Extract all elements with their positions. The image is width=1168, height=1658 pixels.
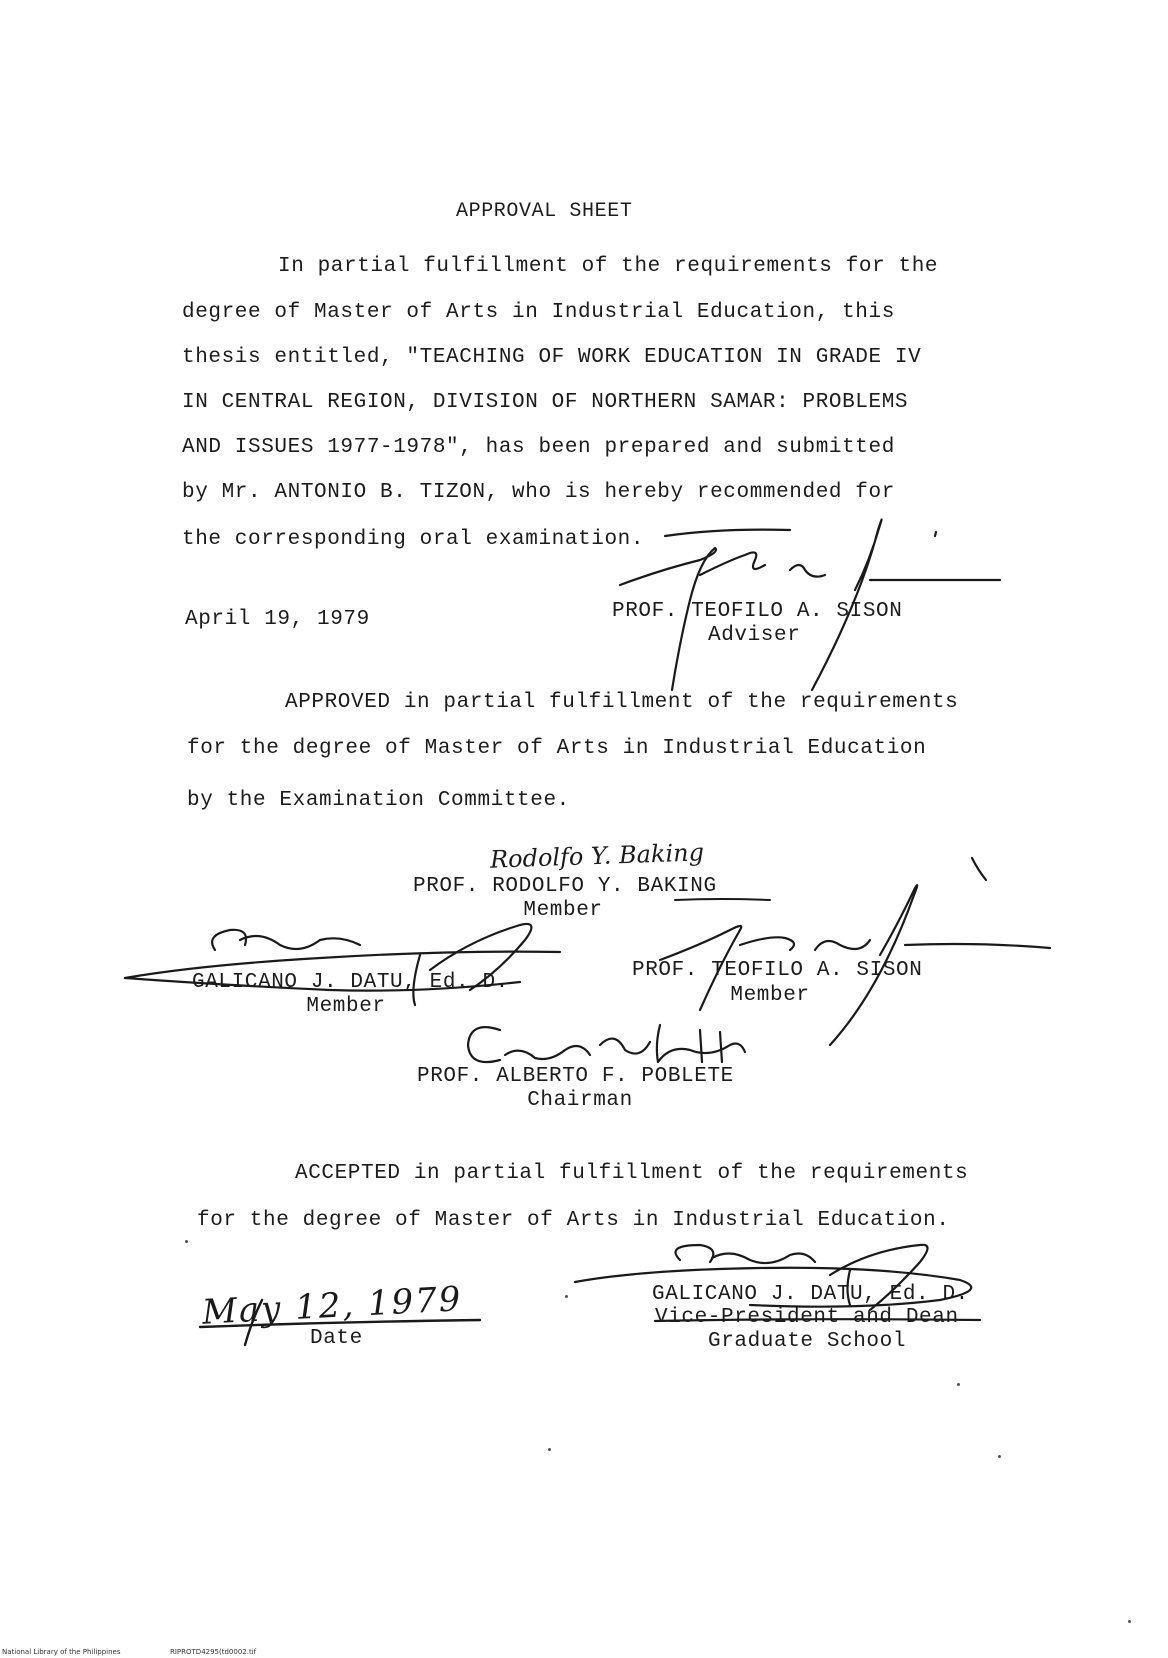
paragraph-line: APPROVED in partial fulfillment of the requirements [285, 691, 959, 714]
footer-library: National Library of the Philippines [2, 1648, 121, 1656]
baking-signature-line [675, 899, 770, 900]
member-name: GALICANO J. DATU, Ed. D. [192, 971, 509, 994]
scan-speck [1128, 1620, 1131, 1623]
paragraph-line: degree of Master of Arts in Industrial Education, this [182, 301, 895, 324]
recommendation-date: April 19, 1979 [185, 608, 370, 631]
paragraph-line: AND ISSUES 1977-1978", has been prepared and submitted [182, 436, 895, 459]
paragraph-line: for the degree of Master of Arts in Industrial Education. [197, 1209, 950, 1232]
member-role: Member [730, 984, 810, 1007]
scan-speck [565, 1295, 568, 1298]
chairman-role: Chairman [527, 1089, 633, 1112]
page-heading: APPROVAL SHEET [456, 200, 633, 223]
dean-name: GALICANO J. DATU, Ed. D. [652, 1283, 969, 1306]
paragraph-line: ACCEPTED in partial fulfillment of the requirements [295, 1162, 969, 1185]
paragraph-line: In partial fulfillment of the requirements for the [278, 255, 939, 278]
adviser-role: Adviser [708, 624, 801, 647]
paragraph-line: by the Examination Committee. [187, 789, 570, 812]
date-label: Date [310, 1327, 363, 1350]
scan-speck [548, 1448, 551, 1451]
dean-role-line1: Vice-President and Dean [655, 1306, 959, 1329]
poblete-chairman-signature [468, 1025, 745, 1062]
paragraph-line: thesis entitled, "TEACHING OF WORK EDUCATION IN GRADE IV [182, 346, 922, 369]
member-role: Member [523, 899, 603, 922]
paragraph-line: the corresponding oral examination. [182, 528, 645, 551]
scan-speck [998, 1455, 1001, 1458]
member-role: Member [306, 995, 386, 1018]
chairman-name: PROF. ALBERTO F. POBLETE [417, 1065, 734, 1088]
handwritten-date: May 12, 1979 [201, 1279, 464, 1333]
baking-handwritten-signature: Rodolfo Y. Baking [489, 838, 705, 874]
member-name: PROF. TEOFILO A. SISON [632, 959, 923, 982]
scan-speck [185, 1240, 188, 1243]
scan-speck [957, 1383, 960, 1386]
adviser-name: PROF. TEOFILO A. SISON [612, 600, 903, 623]
paragraph-line: IN CENTRAL REGION, DIVISION OF NORTHERN SAMAR: PROBLEMS [182, 391, 909, 414]
member-name: PROF. RODOLFO Y. BAKING [413, 875, 717, 898]
paragraph-line: by Mr. ANTONIO B. TIZON, who is hereby recommended for [182, 481, 895, 504]
sison-member-signature [660, 858, 1050, 1045]
paragraph-line: for the degree of Master of Arts in Industrial Education [187, 737, 927, 760]
dean-role-line2: Graduate School [708, 1330, 907, 1353]
footer-file: RIPROTD4295(td0002.tif [170, 1648, 257, 1656]
